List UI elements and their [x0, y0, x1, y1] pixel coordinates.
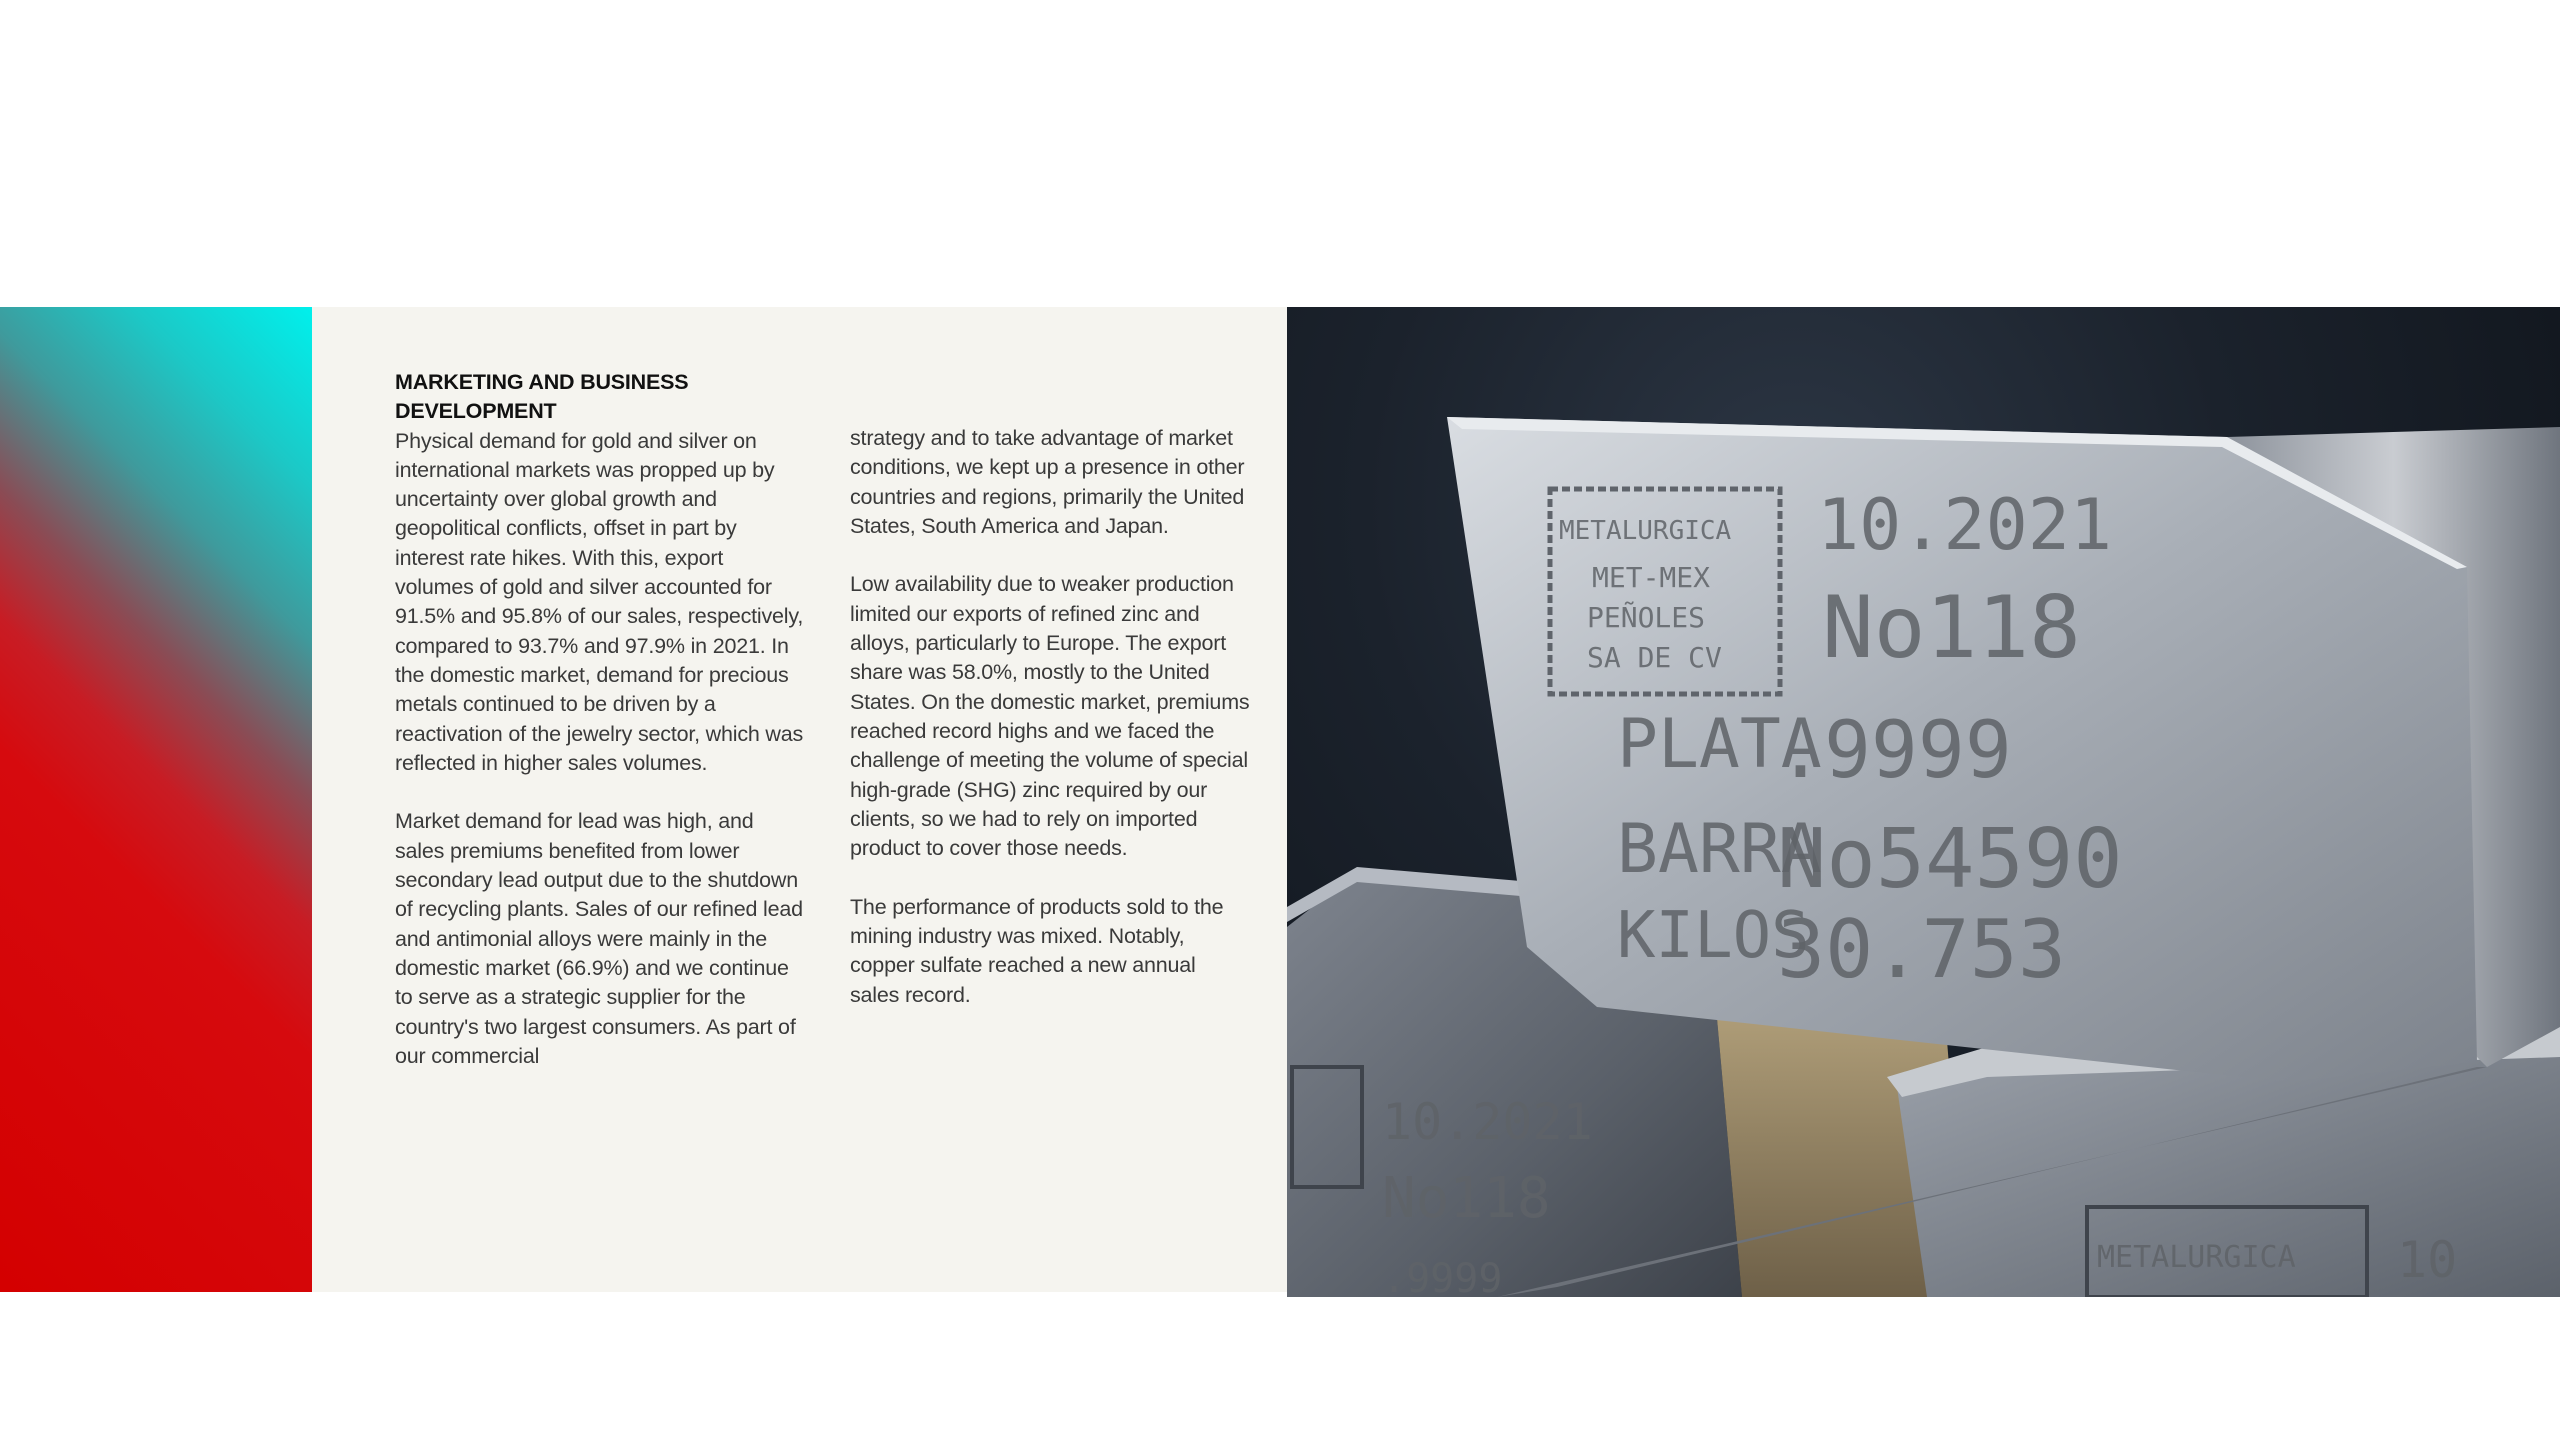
ingot-right-stamp: METALURGICA	[2097, 1240, 2296, 1275]
ingot-top-date: 10.2021	[1817, 484, 2113, 566]
ingot-top-metal-label: PLATA	[1617, 705, 1822, 784]
paragraph-commercial-strategy: strategy and to take advantage of market conditions, we kept up a presence in other countries and regions, primarily the United States, South America and Japan.	[850, 426, 1245, 538]
text-column-2	[850, 424, 1250, 1010]
ingot-top-bar-number: No54590	[1777, 812, 2123, 907]
paragraph-mining-products: The performance of products sold to the mining industry was mixed. Notably, copper sulfate reached a new annual sales record.	[850, 894, 1224, 1007]
silver-ingots-photo	[1287, 307, 2560, 1297]
ingot-top-number: No118	[1822, 578, 2081, 678]
text-column-1	[395, 368, 807, 1071]
paragraph-precious-metals: Physical demand for gold and silver on international markets was propped up by uncertainty over global growth and geopolitical conflicts, offset in part by interest rate hikes. With this, export volumes of gold and silver accounted for 91.5% and 95.8% of our sales, respectively, compared to 93.7% and 97.9% in 2021. In the domestic market, demand for precious metals continued to be driven by a reactivation of the jewelry sector, which was reflected in higher sales volumes.	[395, 428, 804, 775]
paragraph-lead: Market demand for lead was high, and sales premiums benefited from lower secondary lead output due to the shutdown of recycling plants. Sales of our refined lead and antimonial alloys were mainly in the domestic market (66.9%) and we continue to serve as a strategic supplier for the country's two largest consumers. As part of our commercial	[395, 809, 803, 1068]
ingot-top-weight: 30.753	[1777, 903, 2066, 996]
ingot-top-bar-label: BARRA	[1617, 810, 1822, 889]
ingot-top-stamp-line-3: SA DE CV	[1587, 641, 1722, 674]
ingot-top-purity: .9999	[1777, 706, 2012, 796]
ingot-top-stamp-line-2: PEÑOLES	[1587, 601, 1706, 634]
ingot-left-number: No118	[1382, 1166, 1551, 1231]
ingot-top-stamp-line-1: MET-MEX	[1592, 561, 1711, 594]
ingot-left-date: 10.2021	[1382, 1093, 1593, 1151]
ingot-top-weight-label: KILOS	[1617, 899, 1810, 973]
text-panel	[312, 307, 1287, 1292]
paragraph-zinc: Low availability due to weaker production limited our exports of refined zinc and alloys, particularly to Europe. The export share was 58.0%, mostly to the United States. On the domestic market, premiums reached record highs and we faced the challenge of meeting the volume of special high-grade (SHG) zinc required by our clients, so we had to rely on imported product to cover those needs.	[850, 572, 1250, 861]
decorative-gradient-bar	[0, 307, 312, 1292]
ingot-left-partial: .9999	[1382, 1256, 1503, 1297]
ingot-top	[1447, 417, 2477, 1082]
section-heading: MARKETING AND BUSINESS DEVELOPMENT	[395, 370, 689, 424]
ingot-top-stamp-maker: METALURGICA	[1559, 516, 1732, 546]
ingot-right-date: 10	[2397, 1231, 2458, 1289]
content-band	[0, 307, 2560, 1297]
